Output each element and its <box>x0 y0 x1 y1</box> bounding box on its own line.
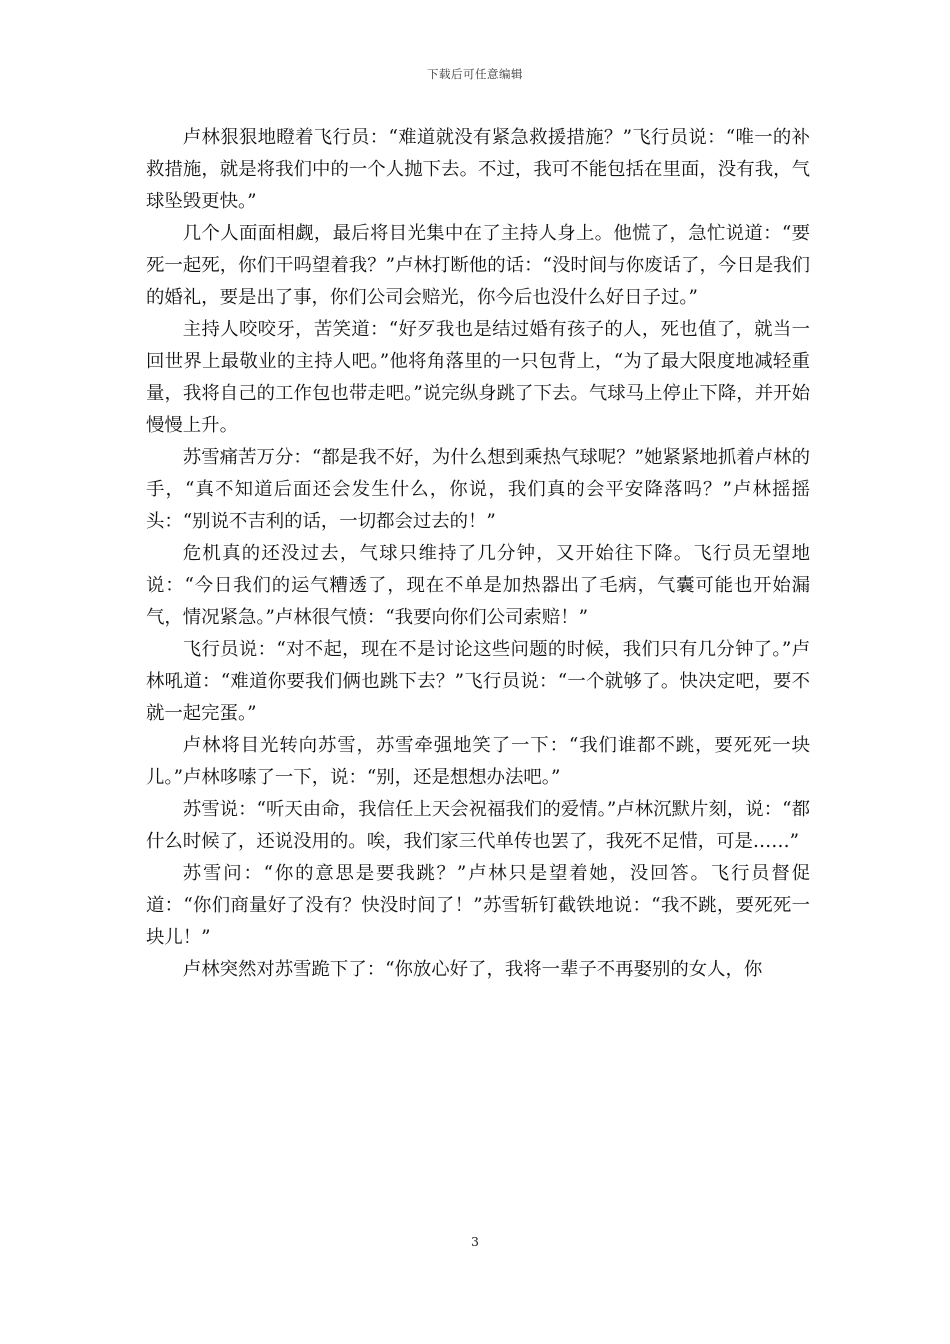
paragraph: 苏雪痛苦万分：“都是我不好，为什么想到乘热气球呢？”她紧紧地抓着卢林的手，“真不知道后面还会发生什么，你说，我们真的会平安降落吗？”卢林摇摇头：“别说不吉利的话，一切都会过去的！” <box>146 447 810 532</box>
paragraph: 危机真的还没过去，气球只维持了几分钟，又开始往下降。飞行员无望地说：“今日我们的运气糟透了，现在不单是加热器出了毛病，气囊可能也开始漏气，情况紧急。”卢林很气愤：“我要向你们公司索赔！” <box>146 543 810 628</box>
paragraph: 卢林狠狠地瞪着飞行员：“难道就没有紧急救援措施？”飞行员说：“唯一的补救措施，就是将我们中的一个人抛下去。不过，我可不能包括在里面，没有我，气球坠毁更快。” <box>146 127 810 212</box>
paragraph: 卢林突然对苏雪跪下了：“你放心好了，我将一辈子不再娶别的女人，你 <box>182 959 763 980</box>
paragraph: 几个人面面相觑，最后将目光集中在了主持人身上。他慌了，急忙说道：“要死一起死，你们干吗望着我？”卢林打断他的话：“没时间与你废话了，今日是我们的婚礼，要是出了事，你们公司会赔光，你今后也没什么好日子过。” <box>146 223 810 308</box>
paragraph: 飞行员说：“对不起，现在不是讨论这些问题的时候，我们只有几分钟了。”卢林吼道：“难道你要我们俩也跳下去？”飞行员说：“一个就够了。快决定吧，要不就一起完蛋。” <box>146 639 810 724</box>
paragraph: 卢林将目光转向苏雪，苏雪牵强地笑了一下：“我们谁都不跳，要死死一块儿。”卢林哆嗦了一下，说：“别，还是想想办法吧。” <box>146 735 810 788</box>
paragraph: 苏雪问：“你的意思是要我跳？”卢林只是望着她，没回答。飞行员督促道：“你们商量好了没有？快没时间了！”苏雪斩钉截铁地说：“我不跳，要死死一块儿！” <box>146 863 810 948</box>
paragraph: 主持人咬咬牙，苦笑道：“好歹我也是结过婚有孩子的人，死也值了，就当一回世界上最敬业的主持人吧。”他将角落里的一只包背上，“为了最大限度地减轻重量，我将自己的工作包也带走吧。”说完纵身跳了下去。气球马上停止下降，并开始慢慢上升。 <box>146 319 810 436</box>
article-body <box>146 122 810 986</box>
page-number: 3 <box>471 1234 479 1249</box>
page-header: 下载后可任意编辑 <box>427 67 523 81</box>
paragraph: 苏雪说：“听天由命，我信任上天会祝福我们的爱情。”卢林沉默片刻，说：“都什么时候了，还说没用的。唉，我们家三代单传也罢了，我死不足惜，可是……” <box>146 799 810 852</box>
